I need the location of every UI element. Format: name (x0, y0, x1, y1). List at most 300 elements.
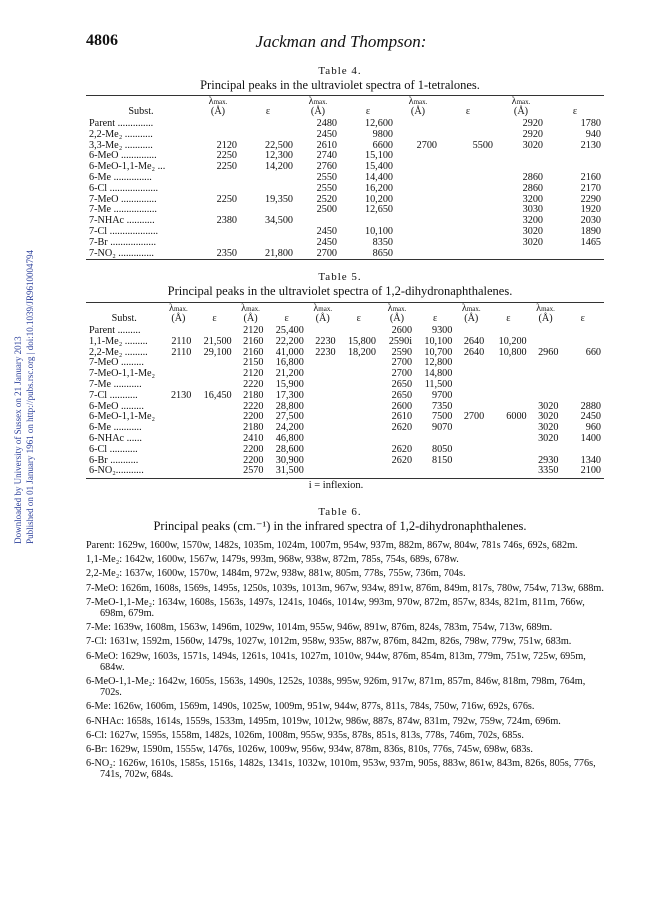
wavelength-cell: 2200 (243, 454, 264, 466)
epsilon-cell: 41,000 (275, 346, 304, 358)
wavelength-cell: 2110 (171, 346, 192, 358)
wavelength-cell: 3020 (522, 236, 543, 248)
epsilon-cell: 12,600 (364, 118, 393, 129)
wavelength-cell: 3020 (538, 432, 559, 444)
table4-caption (80, 64, 600, 93)
wavelength-cell (396, 249, 440, 260)
lambda-symbol: λ (169, 303, 174, 314)
substituent-cell: 7-NO₂ .............. (89, 247, 154, 259)
epsilon-cell (440, 249, 496, 260)
wavelength-cell: 2180 (243, 422, 264, 434)
wavelength-unit-header: (Å) (410, 106, 426, 117)
wavelength-cell: 3200 (522, 215, 543, 227)
epsilon-cell (339, 380, 379, 391)
wavelength-cell: 2920 (522, 128, 543, 140)
table4-body (86, 119, 604, 259)
table5-header (86, 304, 604, 326)
ir-entry: 7-Me: 1639w, 1608m, 1563w, 1496m, 1029w, 1014m, 955w, 946w, 891w, 876m, 824s, 783m, 754w, 713w, 689m. (86, 622, 553, 634)
wavelength-cell (379, 466, 415, 477)
wavelength-cell: 2250 (216, 161, 237, 173)
wavelength-cell (455, 369, 487, 380)
epsilon-cell: 27,500 (275, 411, 304, 423)
page-header (86, 32, 596, 54)
epsilon-cell: 5500 (472, 139, 493, 151)
wavelength-cell: 2920 (522, 118, 543, 129)
epsilon-cell: 2290 (580, 193, 601, 205)
lambda-subscript: max. (313, 98, 328, 106)
wavelength-cell (396, 162, 440, 173)
epsilon-cell (440, 173, 496, 184)
wavelength-cell (307, 456, 339, 467)
table4 (86, 97, 604, 259)
wavelength-cell (455, 391, 487, 402)
table-row (86, 369, 604, 380)
wavelength-cell: 2700 (316, 247, 337, 259)
wavelength-cell: 3020 (538, 422, 559, 434)
substituent-cell: 3,3-Me₂ ........... (89, 139, 153, 151)
wavelength-cell (396, 238, 440, 249)
wavelength-cell (396, 216, 440, 227)
wavelength-cell: 2250 (216, 150, 237, 162)
epsilon-cell: 31,500 (275, 465, 304, 477)
epsilon-cell: 16,800 (275, 357, 304, 369)
epsilon-cell: 7500 (431, 411, 453, 423)
table4-bottom-rule (86, 259, 604, 260)
table-row (86, 412, 604, 423)
running-head: Jackman and Thompson: (255, 32, 427, 51)
epsilon-cell (546, 249, 604, 260)
epsilon-cell: 8050 (431, 443, 453, 455)
epsilon-cell: 1780 (580, 118, 601, 129)
wavelength-cell: 2220 (243, 378, 264, 390)
wavelength-cell (196, 238, 240, 249)
epsilon-cell: 46,800 (275, 432, 304, 444)
wavelength-cell (496, 151, 546, 162)
wavelength-cell (455, 445, 487, 456)
epsilon-cell (339, 434, 379, 445)
epsilon-cell (415, 466, 455, 477)
epsilon-cell: 2160 (580, 171, 601, 183)
table6-caption (80, 505, 600, 534)
epsilon-cell: 2030 (580, 215, 601, 227)
epsilon-cell (240, 173, 296, 184)
lambda-subscript: max. (541, 305, 555, 313)
substituent-cell: Parent .............. (89, 118, 154, 129)
epsilon-cell (561, 369, 604, 380)
ir-entry: 2,2-Me₂: 1637w, 1600w, 1570w, 1484m, 972w, 938w, 881w, 805m, 778s, 755w, 736m, 704s. (86, 568, 466, 580)
substituent-cell: 6-Me ............... (89, 171, 152, 183)
epsilon-cell (487, 466, 529, 477)
epsilon-cell: 22,200 (275, 335, 304, 347)
epsilon-cell: 12,300 (264, 150, 293, 162)
wavelength-cell: 2700 (391, 368, 413, 380)
epsilon-header: ε (465, 106, 471, 117)
epsilon-cell: 22,500 (264, 139, 293, 151)
epsilon-cell: 14,400 (364, 171, 393, 183)
substituent-cell: 7-Me ................. (89, 204, 157, 216)
substituent-cell: 6-NO₂........... (89, 465, 144, 477)
epsilon-cell: 7350 (431, 400, 453, 412)
epsilon-header: ε (433, 313, 438, 324)
lambda-subscript: max. (413, 98, 428, 106)
table-row (86, 141, 604, 152)
ir-entry: 6-Cl: 1627w, 1595s, 1558m, 1482s, 1026m, 1008m, 955w, 935s, 878s, 851s, 813s, 778s, 746m, 702s, 685s. (86, 729, 524, 741)
wavelength-cell: 2620 (391, 443, 413, 455)
wavelength-unit-header: (Å) (171, 313, 186, 324)
epsilon-cell: 10,200 (364, 193, 393, 205)
epsilon-cell: 14,200 (264, 161, 293, 173)
ir-entry: 6-Br: 1629w, 1590m, 1555w, 1476s, 1026w, 1009w, 956w, 934w, 878m, 836s, 810s, 776s, 745w, 698w, 683s. (86, 744, 533, 756)
epsilon-cell: 1400 (580, 432, 601, 444)
epsilon-cell (194, 423, 234, 434)
wavelength-cell: 2160 (243, 346, 264, 358)
table4-header (86, 97, 604, 119)
ir-entry: 1,1-Me₂: 1642w, 1600w, 1567w, 1479s, 993m, 968w, 938w, 872m, 785s, 754s, 689s, 678w. (86, 554, 459, 566)
wavelength-cell: 2620 (391, 422, 413, 434)
epsilon-cell (487, 434, 529, 445)
table5-caption (80, 270, 600, 299)
wavelength-cell: 2230 (315, 335, 336, 347)
epsilon-cell (440, 119, 496, 130)
epsilon-cell (561, 337, 604, 348)
wavelength-cell: 3030 (522, 204, 543, 216)
epsilon-cell (487, 445, 529, 456)
epsilon-cell: 10,100 (364, 225, 393, 237)
substituent-cell: 7-Cl ................... (89, 225, 159, 237)
epsilon-cell: 21,200 (275, 368, 304, 380)
epsilon-cell (487, 380, 529, 391)
epsilon-cell (440, 151, 496, 162)
epsilon-cell (240, 238, 296, 249)
wavelength-cell (455, 466, 487, 477)
wavelength-cell: 2610 (391, 411, 413, 423)
epsilon-cell (194, 456, 234, 467)
lambda-subscript: max. (318, 305, 333, 313)
wavelength-cell: 2650 (391, 389, 413, 401)
wavelength-cell (196, 184, 240, 195)
lambda-subscript: max. (213, 98, 228, 106)
wavelength-cell (455, 434, 487, 445)
table-row (86, 184, 604, 195)
table6-number: Table 6. (318, 506, 362, 518)
substituent-cell: 7-MeO .............. (89, 193, 157, 205)
epsilon-cell (339, 456, 379, 467)
table4-title: Principal peaks in the ultraviolet spectra of 1-tetralones. (200, 78, 480, 92)
wavelength-cell (162, 423, 194, 434)
epsilon-cell: 24,200 (275, 422, 304, 434)
epsilon-cell: 660 (585, 346, 601, 358)
table-row (86, 130, 604, 141)
table5-footnote: i = inflexion. (308, 480, 364, 491)
ir-entry: 7-Cl: 1631w, 1592m, 1560w, 1479s, 1027w, 1012m, 958w, 935w, 887w, 876m, 842m, 826s, 798w, 779w, 751w, 683m. (86, 636, 572, 648)
ir-entry: 7-MeO: 1626m, 1608s, 1569s, 1495s, 1250s, 1039s, 1013m, 967w, 934w, 891w, 876m, 849m, 817s, 780w, 754w, 713w, 688m. (86, 582, 604, 594)
wavelength-cell (396, 130, 440, 141)
wavelength-cell: 2700 (463, 411, 485, 423)
epsilon-cell (194, 358, 234, 369)
epsilon-cell: 10,100 (424, 335, 453, 347)
epsilon-cell (487, 369, 529, 380)
epsilon-cell: 14,800 (424, 368, 453, 380)
wavelength-cell (530, 358, 562, 369)
substituent-cell: 7-MeO-1,1-Me₂ (89, 368, 156, 380)
wavelength-cell: 3350 (538, 465, 559, 477)
epsilon-cell: 2130 (580, 139, 601, 151)
lambda-subscript: max. (173, 305, 188, 313)
epsilon-cell: 12,650 (364, 204, 393, 216)
lambda-symbol: λ (511, 96, 517, 107)
epsilon-cell: 1465 (580, 236, 601, 248)
wavelength-cell: 2120 (243, 325, 264, 336)
wavelength-cell: 2450 (316, 225, 337, 237)
epsilon-cell: 1890 (580, 225, 601, 237)
epsilon-cell (194, 369, 234, 380)
wavelength-cell: 2120 (216, 139, 237, 151)
epsilon-cell: 10,200 (498, 335, 527, 347)
wavelength-cell: 2570 (243, 465, 264, 477)
table-row (86, 423, 604, 434)
epsilon-cell (561, 380, 604, 391)
epsilon-cell: 6600 (372, 139, 393, 151)
wavelength-cell (307, 445, 339, 456)
wavelength-cell (307, 423, 339, 434)
wavelength-cell: 2640 (463, 335, 485, 347)
lambda-symbol: λ (308, 96, 314, 107)
epsilon-cell: 15,100 (364, 150, 393, 162)
wavelength-unit-header: (Å) (513, 106, 529, 117)
lambda-subscript: max. (516, 98, 531, 106)
ir-entry: 6-NO₂: 1626w, 1610s, 1585s, 1516s, 1482s, 1341s, 1032w, 1010m, 953w, 937m, 905s, 883w, 861w, 843m, 826s, 805s, 776s, 741s, 702w, 684s. (86, 758, 596, 781)
wavelength-cell: 2600 (391, 325, 413, 336)
wavelength-cell: 2480 (316, 118, 337, 129)
wavelength-cell (396, 151, 440, 162)
substituent-cell: 2,2-Me₂ ......... (89, 346, 148, 358)
epsilon-cell: 17,300 (275, 389, 304, 401)
epsilon-cell: 21,500 (203, 335, 232, 347)
lambda-symbol: λ (241, 303, 247, 314)
wavelength-cell: 2620 (391, 454, 413, 466)
epsilon-cell (440, 216, 496, 227)
substituent-cell: 6-NHAc ...... (89, 432, 142, 444)
epsilon-cell (487, 456, 529, 467)
epsilon-cell: 21,800 (264, 247, 293, 259)
epsilon-cell: 29,100 (203, 346, 232, 358)
wavelength-cell: 2250 (216, 193, 237, 205)
lambda-symbol: λ (387, 303, 393, 314)
wavelength-cell: 2930 (538, 454, 559, 466)
wavelength-cell: 2700 (391, 357, 413, 369)
table-row (86, 466, 604, 477)
epsilon-header: ε (506, 313, 511, 324)
epsilon-header: ε (212, 313, 217, 324)
epsilon-cell (240, 227, 296, 238)
epsilon-header: ε (572, 106, 578, 117)
substituent-cell: 6-MeO .............. (89, 150, 157, 162)
wavelength-cell: 2640 (463, 346, 485, 358)
epsilon-cell: 15,800 (347, 335, 376, 347)
wavelength-cell: 3200 (522, 193, 543, 205)
epsilon-cell (339, 423, 379, 434)
wavelength-cell (496, 249, 546, 260)
ir-entry: 6-NHAc: 1658s, 1614s, 1559s, 1533m, 1495m, 1019w, 1012w, 986w, 887s, 874w, 831m, 792w, 759w, 724m, 696m. (86, 715, 561, 727)
wavelength-cell (530, 337, 562, 348)
wavelength-cell (396, 227, 440, 238)
substituent-cell: 7-Br .................. (89, 236, 157, 248)
table-row (86, 456, 604, 467)
table4-top-rule (86, 95, 604, 96)
epsilon-cell (194, 412, 234, 423)
epsilon-cell (487, 391, 529, 402)
table5-header-row-units (86, 314, 604, 326)
epsilon-cell (339, 369, 379, 380)
epsilon-cell: 10,800 (498, 346, 527, 358)
table-row (86, 238, 604, 249)
watermark-line-1: Downloaded by University of Sussex on 21 January 2013 (13, 336, 23, 544)
wavelength-cell: 3020 (538, 400, 559, 412)
wavelength-cell (530, 369, 562, 380)
substituent-cell: 6-MeO-1,1-Me₂ ... (89, 161, 166, 173)
wavelength-cell: 2650 (391, 378, 413, 390)
lambda-symbol: λ (536, 303, 542, 314)
wavelength-cell (396, 195, 440, 206)
wavelength-cell (307, 402, 339, 413)
ir-entry: 7-MeO-1,1-Me₂: 1634w, 1608s, 1563s, 1497s, 1241s, 1046s, 1014w, 993m, 970w, 872m, 857w, 834s, 821m, 811m, 766w, 698m, 679m. (86, 596, 585, 620)
wavelength-cell: 2120 (243, 368, 264, 380)
epsilon-cell (440, 205, 496, 216)
epsilon-cell (339, 445, 379, 456)
wavelength-cell: 2700 (416, 139, 437, 151)
wavelength-cell (307, 380, 339, 391)
wavelength-cell: 2550 (316, 182, 337, 194)
epsilon-cell: 16,450 (203, 389, 232, 401)
wavelength-cell (162, 466, 194, 477)
wavelength-cell: 2500 (316, 204, 337, 216)
epsilon-cell: 2170 (580, 182, 601, 194)
epsilon-cell: 11,500 (424, 378, 453, 390)
wavelength-cell (162, 412, 194, 423)
substituent-cell: 2,2-Me₂ ........... (89, 128, 153, 140)
epsilon-cell (440, 184, 496, 195)
wavelength-cell: 2550 (316, 171, 337, 183)
watermark-line-2: Published on 01 January 1961 on http://pubs.rsc.org | doi:10.1039/JR9610004794 (25, 250, 35, 544)
epsilon-cell: 28,600 (275, 443, 304, 455)
lambda-subscript: max. (392, 305, 407, 313)
wavelength-cell (307, 358, 339, 369)
epsilon-cell: 19,350 (264, 193, 293, 205)
epsilon-cell (561, 391, 604, 402)
substituent-cell: 7-NHAc ........... (89, 215, 155, 227)
epsilon-cell: 16,200 (364, 182, 393, 194)
lambda-symbol: λ (408, 96, 414, 107)
epsilon-cell: 18,200 (347, 346, 376, 358)
wavelength-cell: 2740 (316, 150, 337, 162)
epsilon-cell: 10,700 (424, 346, 453, 358)
wavelength-cell: 2860 (522, 182, 543, 194)
wavelength-cell (530, 326, 562, 337)
wavelength-cell: 2450 (316, 128, 337, 140)
substituent-cell: 7-Me ........... (89, 378, 142, 390)
epsilon-cell (487, 358, 529, 369)
substituent-cell: 6-MeO ......... (89, 400, 144, 412)
wavelength-unit-header: (Å) (243, 313, 258, 324)
wavelength-cell (530, 445, 562, 456)
substituent-cell: 6-Me ........... (89, 422, 142, 434)
wavelength-cell: 3020 (522, 225, 543, 237)
substituent-cell: 6-Cl ................... (89, 182, 159, 194)
table-row (86, 434, 604, 445)
wavelength-cell: 2610 (316, 139, 337, 151)
table-row (86, 348, 604, 359)
lambda-symbol: λ (208, 96, 214, 107)
wavelength-cell: 2230 (315, 346, 336, 358)
ir-entry: Parent: 1629w, 1600w, 1570w, 1482s, 1035m, 1024m, 1007m, 954w, 937m, 882m, 867w, 804w, 781s 746s, 692s, 682m. (86, 540, 578, 551)
substituent-cell: 7-Cl ........... (89, 389, 138, 401)
lambda-symbol: λ (461, 303, 467, 314)
epsilon-cell: 2100 (580, 465, 601, 477)
epsilon-cell (240, 130, 296, 141)
table5-subst-header: Subst. (111, 313, 137, 324)
wavelength-unit-header: (Å) (464, 313, 479, 324)
wavelength-unit-header: (Å) (389, 313, 405, 324)
wavelength-cell: 2600 (391, 400, 413, 412)
epsilon-cell (194, 445, 234, 456)
wavelength-cell (196, 119, 240, 130)
epsilon-cell: 15,900 (275, 378, 304, 390)
epsilon-cell (339, 466, 379, 477)
wavelength-cell: 2590 (391, 346, 413, 358)
epsilon-cell (440, 162, 496, 173)
epsilon-cell (194, 466, 234, 477)
ir-entry: 6-Me: 1626w, 1606m, 1569m, 1490s, 1025w, 1009m, 951w, 944w, 877s, 811s, 784s, 750w, 716w, 692s, 676s. (86, 701, 535, 713)
wavelength-cell: 2130 (170, 389, 192, 401)
table5-number: Table 5. (318, 271, 362, 283)
epsilon-cell: 8650 (372, 247, 393, 259)
wavelength-cell: 2520 (316, 193, 337, 205)
download-watermark (12, 250, 36, 544)
wavelength-cell: 2450 (316, 236, 337, 248)
epsilon-cell (339, 412, 379, 423)
wavelength-cell (455, 423, 487, 434)
epsilon-header: ε (265, 106, 271, 117)
wavelength-cell (162, 445, 194, 456)
page-number: 4806 (86, 32, 118, 49)
wavelength-cell (530, 380, 562, 391)
wavelength-cell (307, 466, 339, 477)
lambda-symbol: λ (313, 303, 319, 314)
epsilon-cell (561, 326, 604, 337)
table5-header-row-lambda (86, 304, 604, 314)
wavelength-cell (396, 119, 440, 130)
wavelength-cell: 2960 (538, 346, 559, 358)
substituent-cell: 6-Br ........... (89, 454, 139, 466)
epsilon-cell: 9300 (431, 325, 453, 336)
epsilon-cell (440, 227, 496, 238)
wavelength-cell (455, 456, 487, 467)
table5-top-rule (86, 302, 604, 303)
epsilon-header: ε (356, 313, 361, 324)
wavelength-cell: 2200 (243, 411, 264, 423)
wavelength-cell: 2410 (243, 432, 264, 444)
wavelength-unit-header: (Å) (310, 106, 326, 117)
epsilon-cell (240, 184, 296, 195)
epsilon-cell (487, 423, 529, 434)
epsilon-cell (339, 402, 379, 413)
epsilon-cell (561, 445, 604, 456)
table6-title: Principal peaks (cm.⁻¹) in the infrared spectra of 1,2-dihydronaphthalenes. (153, 519, 527, 533)
wavelength-cell: 2380 (216, 215, 237, 227)
epsilon-cell (339, 391, 379, 402)
epsilon-cell: 15,400 (364, 161, 393, 173)
epsilon-cell: 2450 (580, 411, 601, 423)
